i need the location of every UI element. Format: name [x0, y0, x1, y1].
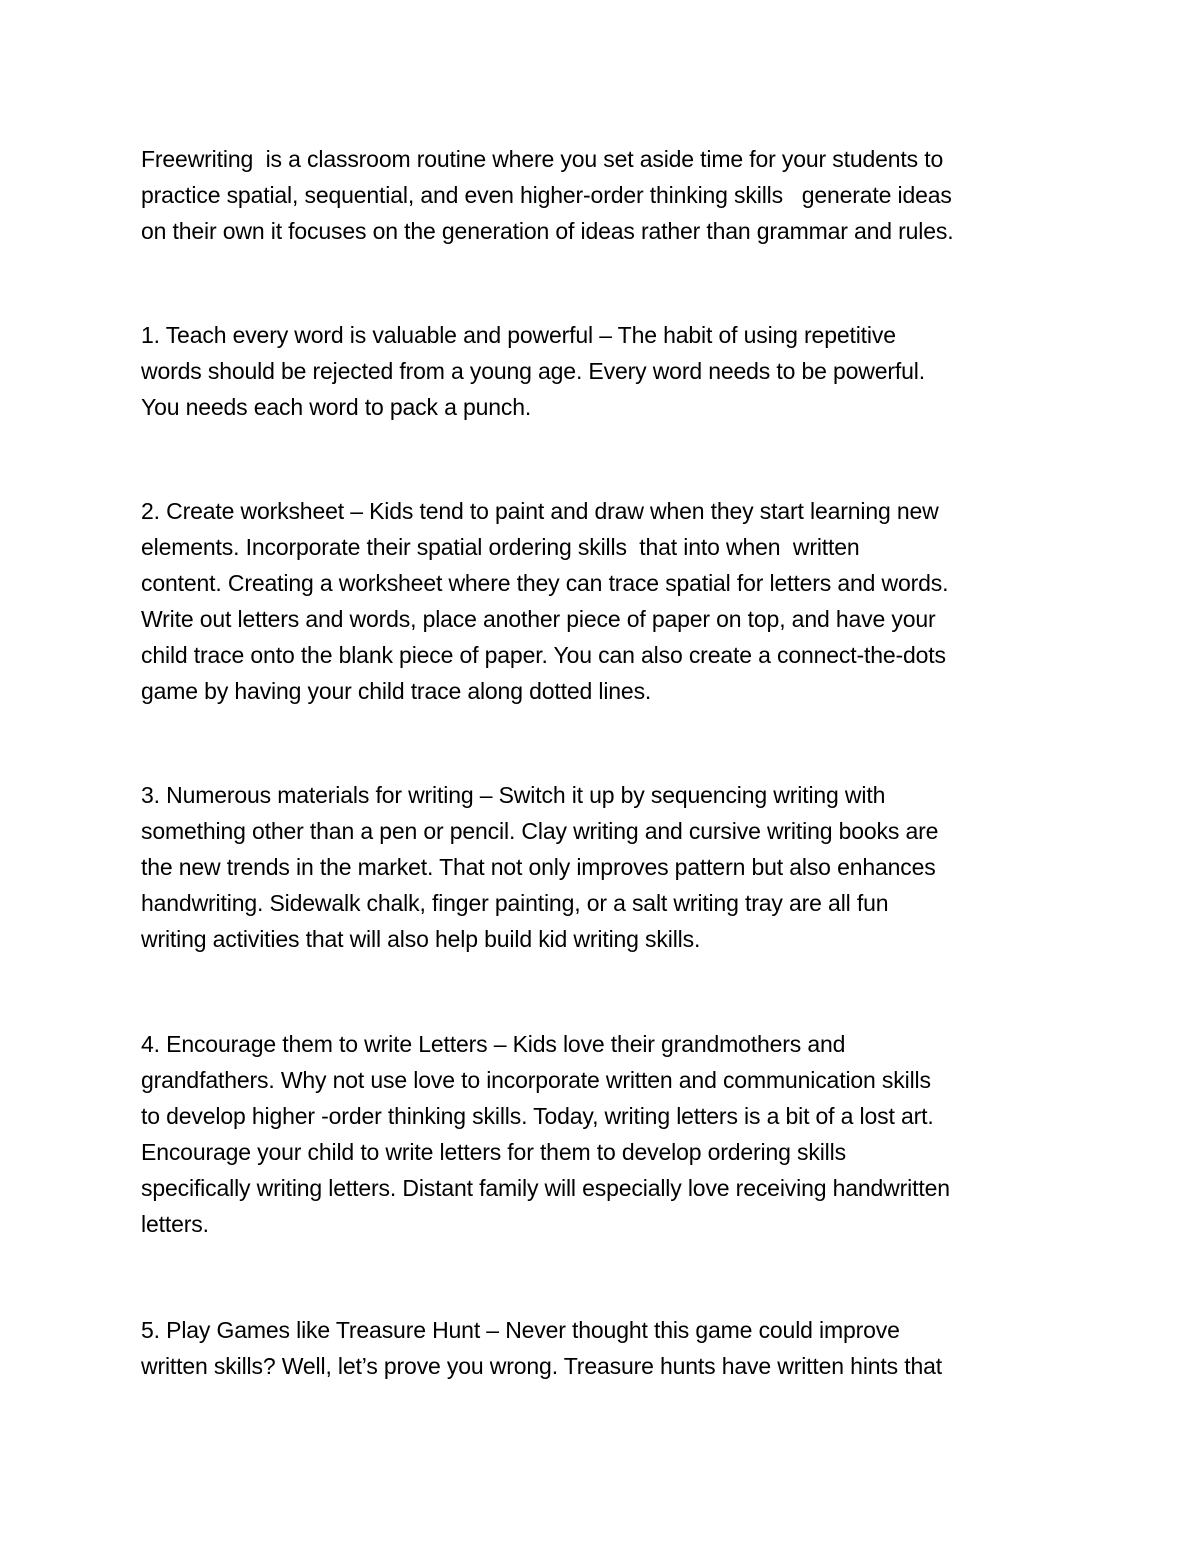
paragraph-line: 5. Play Games like Treasure Hunt – Never thought this game could improve	[141, 1317, 900, 1343]
paragraph-line: 1. Teach every word is valuable and powerful – The habit of using repetitive	[141, 322, 896, 348]
paragraph-line: 3. Numerous materials for writing – Switch it up by sequencing writing with	[141, 782, 886, 808]
paragraph-line: specifically writing letters. Distant family will especially love receiving handwritten	[141, 1175, 950, 1201]
paragraph-line: practice spatial, sequential, and even higher-order thinking skills generate ideas	[141, 182, 952, 208]
paragraph-line: handwriting. Sidewalk chalk, finger painting, or a salt writing tray are all fun	[141, 890, 889, 916]
paragraph-line: 4. Encourage them to write Letters – Kids love their grandmothers and	[141, 1031, 846, 1057]
paragraph-line: to develop higher -order thinking skills. Today, writing letters is a bit of a lost art.	[141, 1103, 934, 1129]
paragraph-line: Write out letters and words, place another piece of paper on top, and have your	[141, 606, 936, 632]
intro-paragraph	[141, 141, 1081, 249]
item-2-paragraph	[141, 493, 1081, 709]
paragraph-line: writing activities that will also help build kid writing skills.	[141, 926, 701, 952]
paragraph-line: elements. Incorporate their spatial ordering skills that into when written	[141, 534, 860, 560]
paragraph-line: written skills? Well, let’s prove you wrong. Treasure hunts have written hints that	[141, 1353, 943, 1379]
paragraph-line: game by having your child trace along dotted lines.	[141, 678, 652, 704]
paragraph-line: something other than a pen or pencil. Clay writing and cursive writing books are	[141, 818, 939, 844]
paragraph-line: grandfathers. Why not use love to incorporate written and communication skills	[141, 1067, 931, 1093]
item-3-paragraph	[141, 777, 1081, 957]
paragraph-line: Freewriting is a classroom routine where you set aside time for your students to	[141, 146, 944, 172]
paragraph-line: words should be rejected from a young age. Every word needs to be powerful.	[141, 358, 925, 384]
paragraph-line: the new trends in the market. That not only improves pattern but also enhances	[141, 854, 936, 880]
item-5-paragraph	[141, 1312, 1081, 1384]
item-1-paragraph	[141, 317, 1081, 425]
paragraph-line: on their own it focuses on the generation of ideas rather than grammar and rules.	[141, 218, 954, 244]
paragraph-line: You needs each word to pack a punch.	[141, 394, 532, 420]
paragraph-line: Encourage your child to write letters for them to develop ordering skills	[141, 1139, 846, 1165]
paragraph-line: 2. Create worksheet – Kids tend to paint and draw when they start learning new	[141, 498, 939, 524]
paragraph-line: letters.	[141, 1211, 209, 1237]
paragraph-line: child trace onto the blank piece of paper. You can also create a connect-the-dots	[141, 642, 946, 668]
paragraph-line: content. Creating a worksheet where they can trace spatial for letters and words.	[141, 570, 949, 596]
item-4-paragraph	[141, 1026, 1081, 1242]
